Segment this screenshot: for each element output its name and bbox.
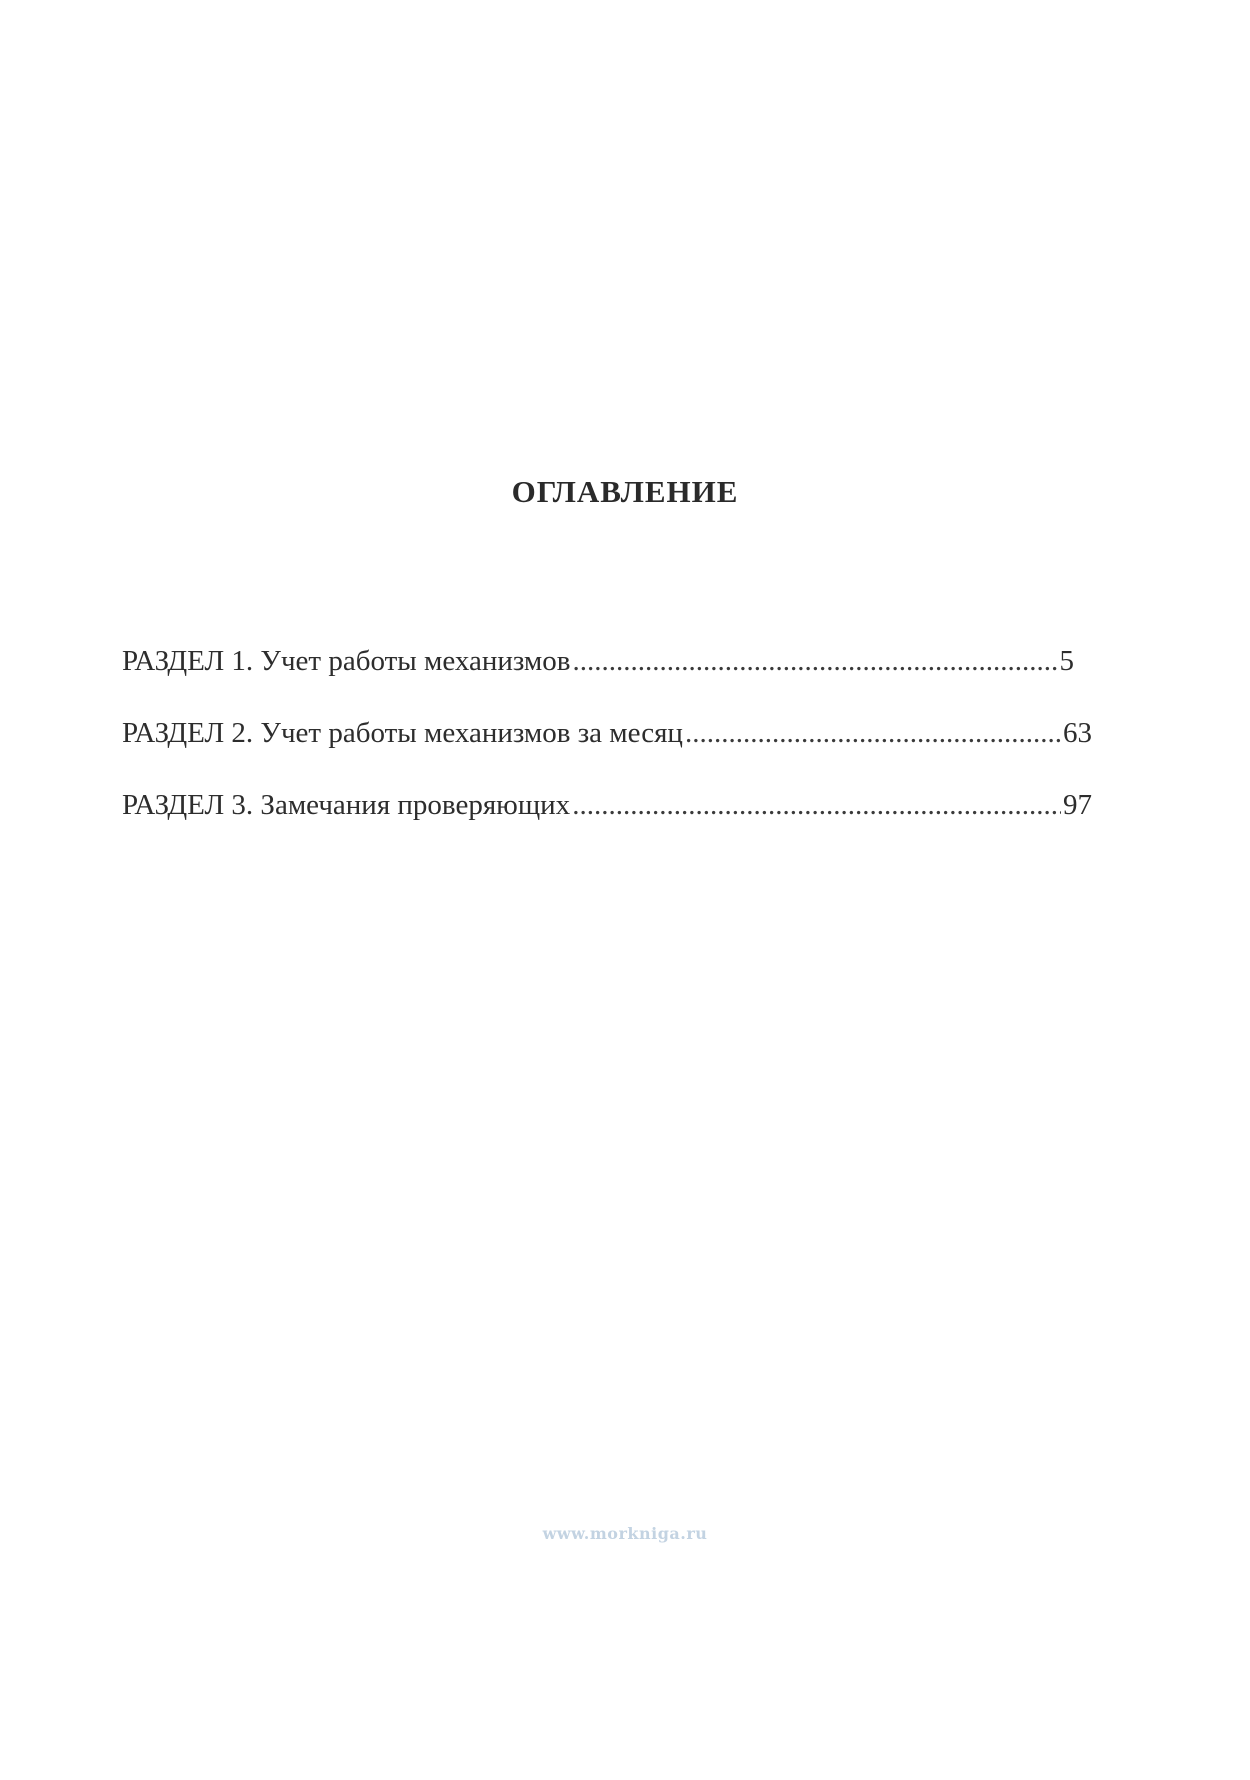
table-of-contents [122,645,1122,861]
dot-leader [572,789,1061,822]
watermark-url: www.morkniga.ru [542,1524,708,1543]
toc-entry-page-number: 63 [1063,717,1092,749]
toc-entry-section-1[interactable] [122,645,1074,691]
toc-entry-section-2[interactable] [122,717,1092,763]
toc-entry-section-3[interactable] [122,789,1092,835]
toc-entry-label: РАЗДЕЛ 1. Учет работы механизмов [122,645,571,677]
page-title: ОГЛАВЛЕНИЕ [511,474,739,509]
toc-entry-page-number: 5 [1059,645,1074,677]
toc-entry-page-number: 97 [1063,789,1092,821]
toc-entry-label: РАЗДЕЛ 3. Замечания проверяющих [122,789,571,821]
dot-leader [685,717,1061,750]
dot-leader [572,645,1057,678]
toc-entry-label: РАЗДЕЛ 2. Учет работы механизмов за месяц [122,717,683,749]
